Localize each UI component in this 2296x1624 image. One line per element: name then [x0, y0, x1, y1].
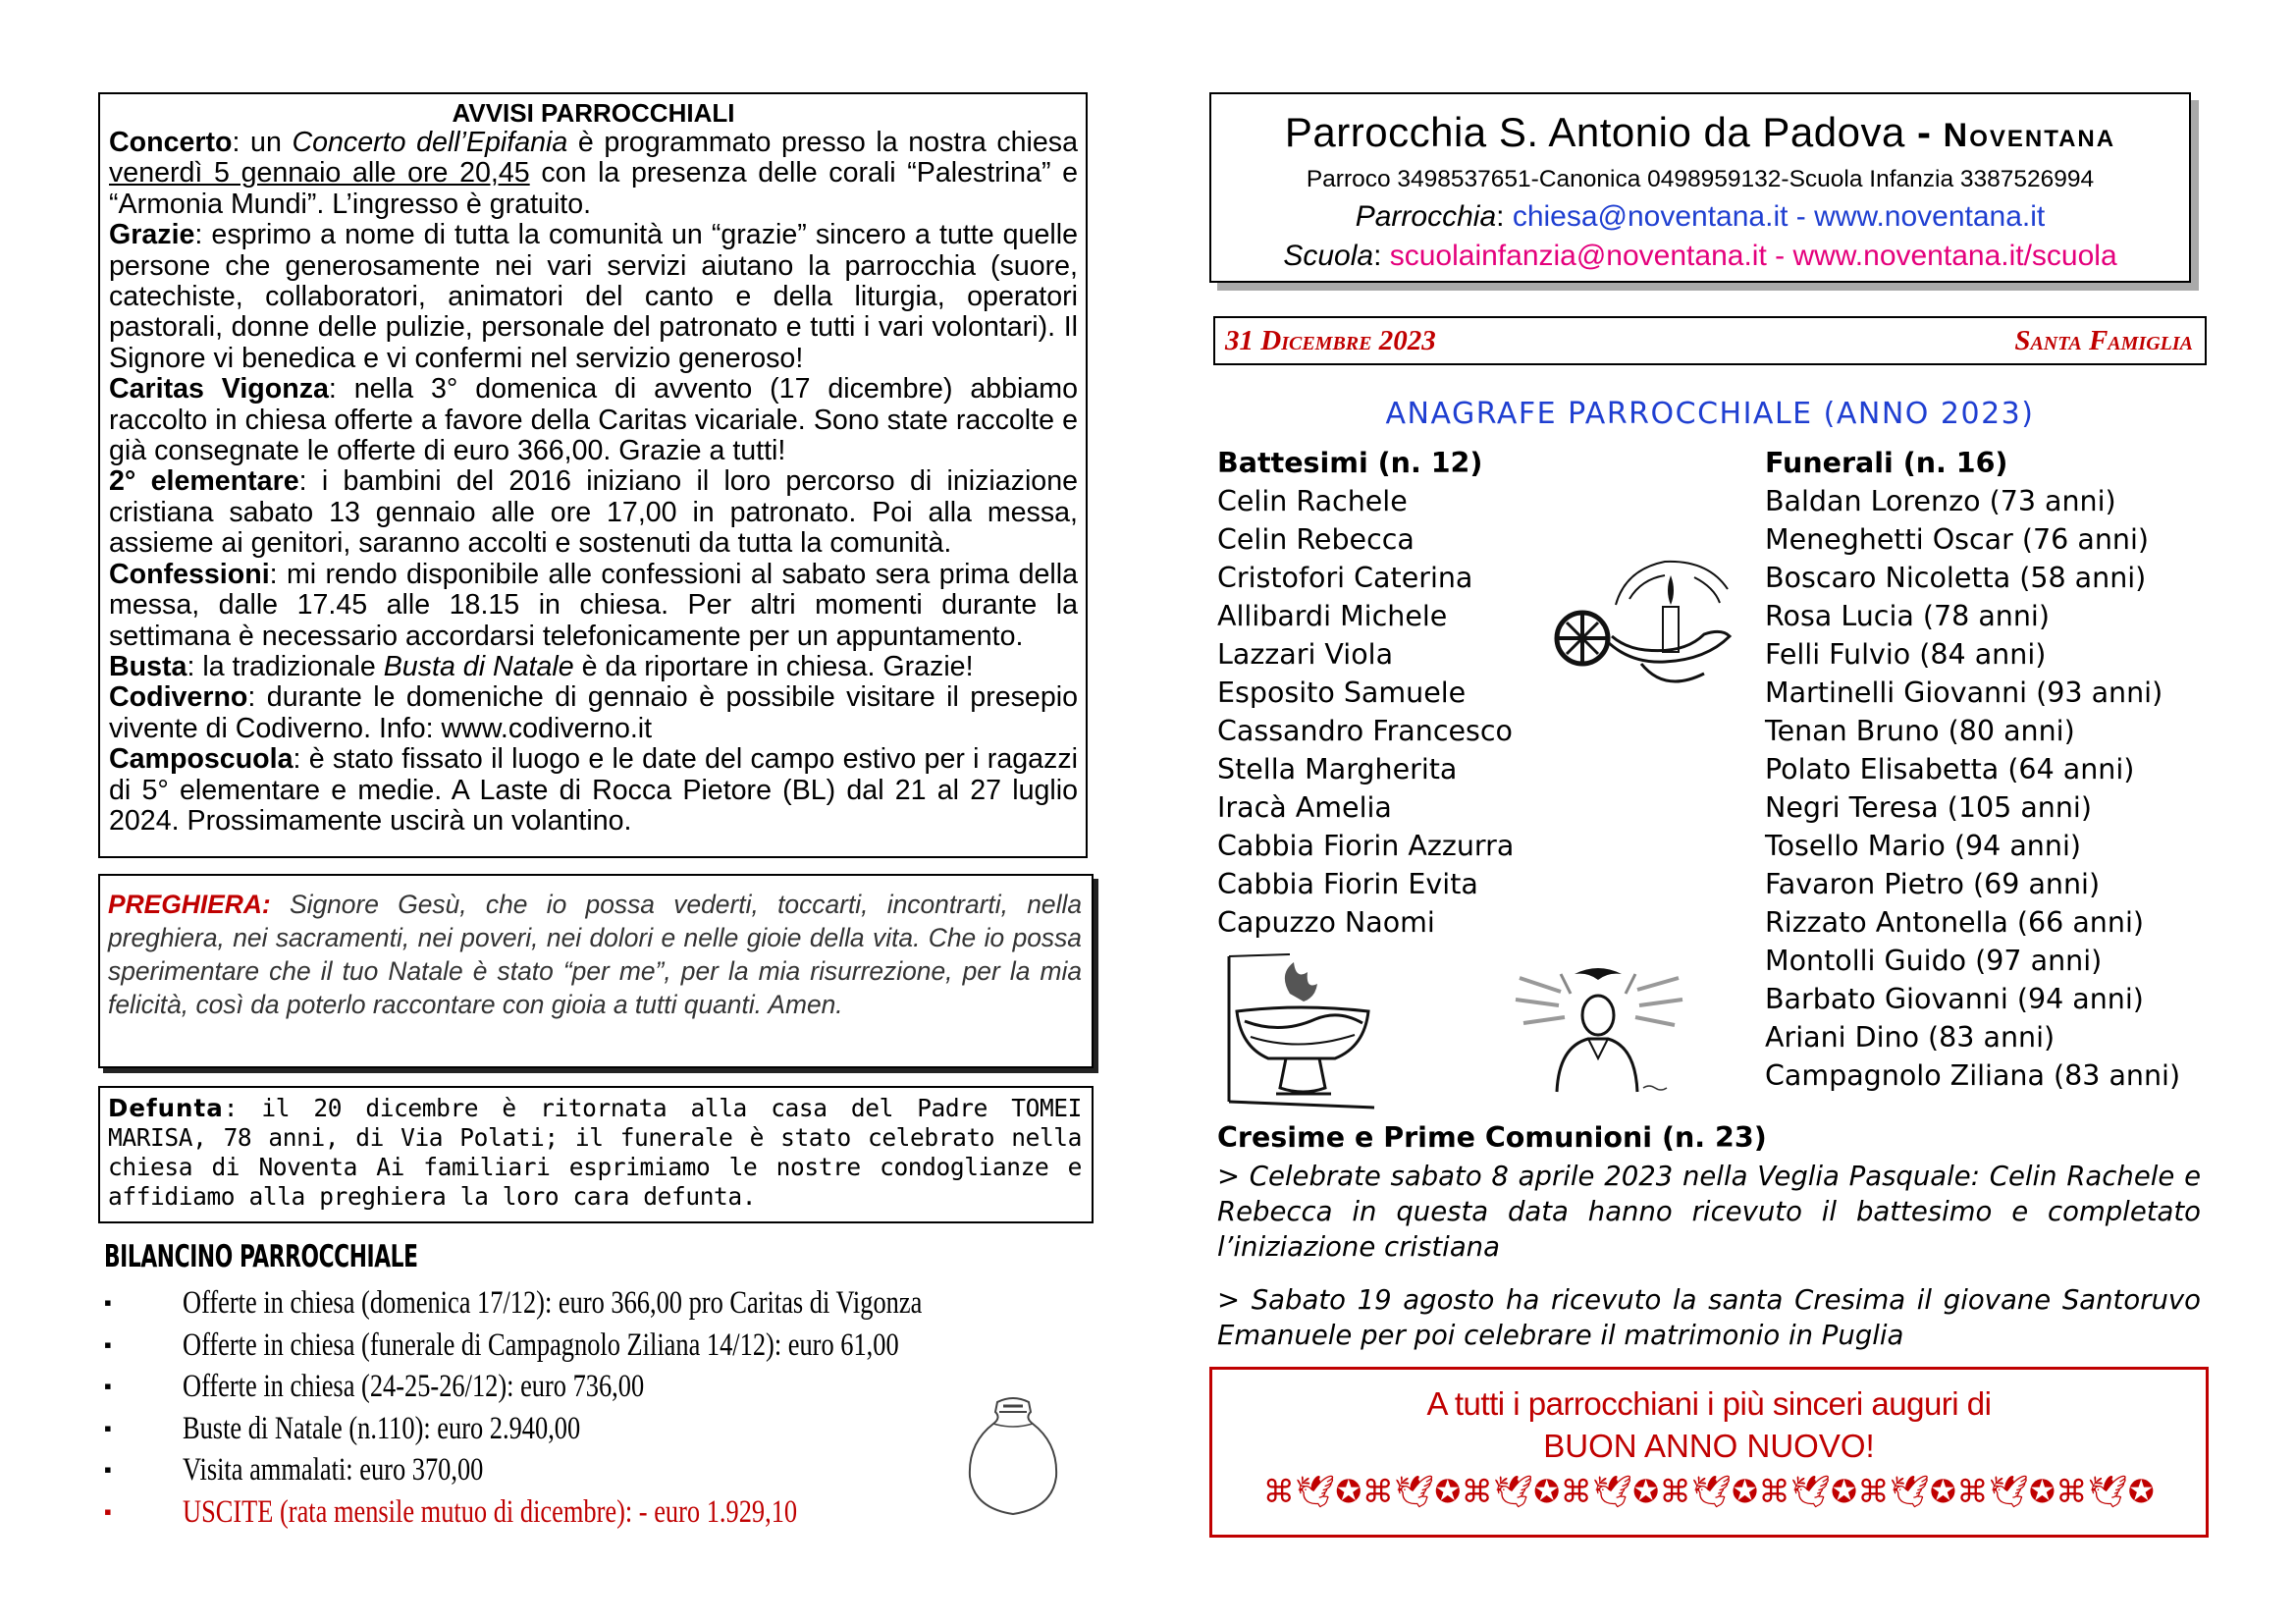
avviso-italic: Concerto dell’Epifania: [292, 127, 568, 158]
parish-town: Noventana: [1943, 117, 2116, 154]
bullet-icon: ▪: [104, 1498, 112, 1524]
preghiera-box: [98, 874, 1094, 1068]
baptismal-font-icon: [1221, 950, 1382, 1113]
avviso-text: è da riportare in chiesa. Grazie!: [573, 650, 974, 682]
list-item: Cassandro Francesco: [1217, 715, 1513, 747]
avviso-label: Caritas Vigonza: [109, 373, 329, 406]
avviso-text: : la tradizionale: [187, 650, 384, 682]
cresime-note-1: > Celebrate sabato 8 aprile 2023 nella Veglia Pasquale: Celin Rachele e Rebecca in questa data hanno ricevuto il battesimo e completato l’iniziazione cristiana: [1217, 1161, 2201, 1263]
parrocchia-email-link[interactable]: chiesa@noventana.it: [1512, 200, 1789, 233]
cresime-note-2: > Sabato 19 agosto ha ricevuto la santa Cresima il giovane Santoruvo Emanuele per poi celebrare il matrimonio in Puglia: [1217, 1284, 2201, 1351]
auguri-ornament: ⌘🕊✪⌘🕊✪⌘🕊✪⌘🕊✪⌘🕊✪⌘🕊✪⌘🕊✪⌘🕊✪⌘🕊✪: [1262, 1473, 2156, 1510]
defunta-text: : il 20 dicembre è ritornata alla casa del Padre TOMEI MARISA, 78 anni, di Via Polati; il funerale è stato celebrato nella chiesa di Noventa Ai familiari esprimiamo le nostre condoglianze e affidiamo alla preghiera la loro cara defunta.: [108, 1094, 1082, 1211]
bilancino-item-text: Offerte in chiesa (funerale di Campagnolo Ziliana 14/12): euro 61,00: [183, 1326, 899, 1363]
feast-name: Santa Famiglia: [2014, 325, 2193, 356]
bilancino-item: [104, 1366, 988, 1408]
list-item: Allibardi Michele: [1217, 600, 1448, 632]
bullet-icon: ▪: [104, 1415, 112, 1440]
list-item: Iracà Amelia: [1217, 791, 1392, 824]
list-item: Martinelli Giovanni (93 anni): [1765, 677, 2163, 709]
avviso-italic: Busta di Natale: [383, 650, 574, 682]
holy-spirit-person-icon: [1510, 960, 1686, 1102]
list-item: Lazzari Viola: [1217, 638, 1394, 671]
list-item: Meneghetti Oscar (76 anni): [1765, 523, 2149, 556]
list-item: Tenan Bruno (80 anni): [1765, 715, 2075, 747]
bullet-icon: ▪: [104, 1290, 112, 1315]
list-item: Rosa Lucia (78 anni): [1765, 600, 2050, 632]
list-item: Felli Fulvio (84 anni): [1765, 638, 2047, 671]
avvisi-box: [98, 92, 1088, 858]
avvisi-title: AVVISI PARROCCHIALI: [452, 98, 735, 128]
bilancino-item-text: Buste di Natale (n.110): euro 2.940,00: [183, 1410, 581, 1446]
avviso-label: Busta: [109, 650, 187, 682]
auguri-box: [1209, 1367, 2209, 1538]
avviso-text: : nella 3° domenica di avvento (17 dicembre) abbiamo raccolto in chiesa offerte a favore della Caritas vicariale. Sono state raccolte e già consegnate le offerte di euro 366,00. Grazie a tutti!: [109, 373, 1079, 467]
colon: :: [1373, 240, 1390, 272]
bilancino-item-text: USCITE (rata mensile mutuo di dicembre): - euro 1.929,10: [183, 1493, 798, 1530]
avviso-text: : esprimo a nome di tutta la comunità un “grazie” sincero a tutte quelle persone che generosamente nei vari servizi aiutano la parrocchia (suore, catechiste, collaboratori, animatori del canto e della liturgia, operatori pastorali, donne delle pulizie, personale del patronato e tutti i vari volontari). Il Signore vi benedica e vi confermi nel servizio generoso!: [109, 219, 1078, 374]
funerali-list: [1765, 444, 2180, 1095]
avviso-confessioni: [109, 560, 1078, 652]
bilancino-item-text: Visita ammalati: euro 370,00: [183, 1452, 484, 1488]
list-item: Tosello Mario (94 anni): [1765, 830, 2081, 862]
parish-header: [1209, 92, 2191, 283]
scuola-web-link[interactable]: www.noventana.it/scuola: [1792, 240, 2117, 272]
list-item: Negri Teresa (105 anni): [1765, 791, 2092, 824]
list-item: Celin Rebecca: [1217, 523, 1415, 556]
auguri-line-2: BUON ANNO NUOVO!: [1543, 1428, 1875, 1464]
avviso-date: venerdì 5 gennaio alle ore 20,45: [109, 157, 530, 189]
list-item: Favaron Pietro (69 anni): [1765, 868, 2101, 900]
avviso-label: 2° elementare: [109, 465, 299, 498]
list-item: Rizzato Antonella (66 anni): [1765, 906, 2144, 939]
parrocchia-web-link[interactable]: www.noventana.it: [1814, 200, 2046, 233]
avviso-text: : è stato fissato il luogo e le date del campo estivo per i ragazzi di 5° elementare e medie. A Laste di Rocca Pietore (BL) dal 21 al 27 luglio 2024. Prossimamente uscirà un volantino.: [109, 743, 1078, 837]
avviso-camposcuola: [109, 744, 1078, 837]
parish-name: Parrocchia S. Antonio da Padova: [1284, 109, 1905, 155]
funerali-head: Funerali (n. 16): [1765, 447, 2008, 479]
dateline-box: [1213, 316, 2207, 365]
list-item: Barbato Giovanni (94 anni): [1765, 983, 2144, 1015]
bullet-icon: ▪: [104, 1331, 112, 1357]
list-item: Cabbia Fiorin Evita: [1217, 868, 1478, 900]
battesimi-list: [1217, 444, 1514, 942]
list-item: Capuzzo Naomi: [1217, 906, 1435, 939]
list-item: Esposito Samuele: [1217, 677, 1467, 709]
colon: :: [1496, 200, 1513, 233]
list-item: Montolli Guido (97 anni): [1765, 945, 2103, 977]
avviso-text: : durante le domeniche di gennaio è possibile visitare il presepio vivente di Codiverno. Info: www.codiverno.it: [109, 681, 1078, 744]
parrocchia-label: Parrocchia: [1355, 200, 1497, 233]
avviso-label: Grazie: [109, 219, 195, 251]
avviso-text: : mi rendo disponibile alle confessioni al sabato sera prima della messa, dalle 17.45 alle 18.15 in chiesa. Per altri momenti durante la settimana è necessario accordarsi telefonicamente per un appuntamento.: [109, 558, 1078, 652]
avviso-elementare: [109, 466, 1078, 559]
title-dash: -: [1904, 109, 1944, 155]
offering-jar-icon: [960, 1394, 1066, 1520]
battesimi-head: Battesimi (n. 12): [1217, 447, 1483, 479]
avviso-text: è programmato presso la nostra chiesa: [567, 127, 1078, 158]
bilancino-item-uscite: [104, 1491, 988, 1534]
bilancino-item-text: Offerte in chiesa (domenica 17/12): euro 366,00 pro Caritas di Vigonza: [183, 1285, 923, 1321]
defunta-box: [98, 1086, 1094, 1223]
bilancino-item: [104, 1449, 988, 1491]
bullet-icon: ▪: [104, 1457, 112, 1482]
list-item: Polato Elisabetta (64 anni): [1765, 753, 2135, 785]
list-item: Cristofori Caterina: [1217, 562, 1473, 594]
candle-lamp-icon: [1547, 546, 1745, 705]
bilancino-list: [104, 1282, 988, 1533]
avviso-caritas: [109, 374, 1078, 466]
avviso-grazie: [109, 220, 1078, 374]
bilancino-title: BILANCINO PARROCCHIALE: [104, 1239, 418, 1274]
avviso-text: : i bambini del 2016 iniziano il loro percorso di iniziazione cristiana sabato 13 gennaio alle ore 17,00 in patronato. Poi alla messa, assieme ai genitori, saranno accolti e sostenuti da tutta la comunità.: [109, 465, 1079, 560]
bilancino-item: [104, 1325, 988, 1367]
scuola-email-link[interactable]: scuolainfanzia@noventana.it: [1389, 240, 1767, 272]
parish-contacts: Parroco 3498537651-Canonica 0498959132-Scuola Infanzia 3387526994: [1306, 166, 2095, 192]
anagrafe-title: ANAGRAFE PARROCCHIALE (ANNO 2023): [1385, 397, 2035, 431]
avviso-concerto: [109, 128, 1078, 220]
cresime-head: Cresime e Prime Comunioni (n. 23): [1217, 1121, 1767, 1154]
list-item: Cabbia Fiorin Azzurra: [1217, 830, 1515, 862]
list-item: Boscaro Nicoletta (58 anni): [1765, 562, 2147, 594]
auguri-line-1: A tutti i parrocchiani i più sinceri auguri di: [1426, 1385, 1992, 1422]
bilancino-item-text: Offerte in chiesa (24-25-26/12): euro 736,00: [183, 1369, 645, 1404]
list-item: Celin Rachele: [1217, 485, 1408, 517]
list-item: Stella Margherita: [1217, 753, 1458, 785]
defunta-label: Defunta: [108, 1094, 224, 1122]
avviso-busta: [109, 652, 1078, 682]
bullet-icon: ▪: [104, 1374, 112, 1398]
list-item: Ariani Dino (83 anni): [1765, 1021, 2056, 1054]
preghiera-label: PREGHIERA:: [108, 890, 271, 919]
bilancino-item: [104, 1282, 988, 1325]
separator: -: [1766, 240, 1793, 272]
scuola-label: Scuola: [1283, 240, 1374, 272]
avviso-label: Camposcuola: [109, 743, 294, 776]
avviso-label: Confessioni: [109, 558, 270, 590]
separator: -: [1788, 200, 1815, 233]
avviso-codiverno: [109, 682, 1078, 744]
issue-date: 31 Dicembre 2023: [1225, 325, 1436, 356]
scuola-links: [1211, 237, 2189, 276]
list-item: Baldan Lorenzo (73 anni): [1765, 485, 2116, 517]
avviso-text: con la presenza delle corali “Palestrina” e “Armonia Mundi”. L’ingresso è gratuito.: [109, 157, 1079, 220]
parish-links: [1211, 197, 2189, 237]
bilancino-item: [104, 1408, 988, 1450]
preghiera-text: Signore Gesù, che io possa vederti, toccarti, incontrarti, nella preghiera, nei sacramenti, nei poveri, nei dolori e nelle gioie della vita. Che io possa sperimentare che il tuo Natale è stato “per me”, per la mia risurrezione, per la mia felicità, così da poterlo raccontare con gioia a tutti quanti. Amen.: [108, 890, 1082, 1019]
avviso-text: : un: [232, 127, 293, 158]
list-item: Campagnolo Ziliana (83 anni): [1765, 1059, 2181, 1092]
avviso-label: Codiverno: [109, 681, 248, 714]
avviso-label: Concerto: [109, 127, 233, 158]
parish-title: [1211, 108, 2189, 160]
